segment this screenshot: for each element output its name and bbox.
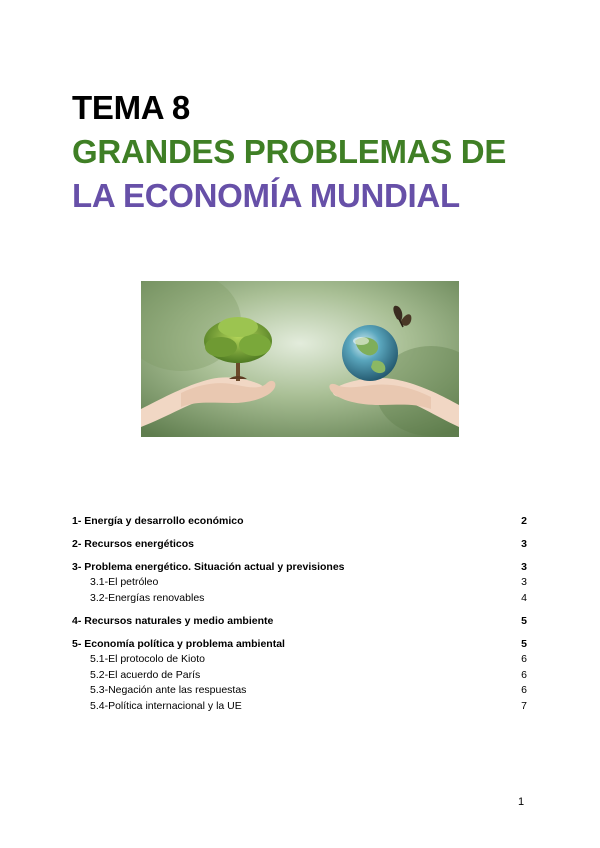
toc-entry-label: 5.1-El protocolo de Kioto — [90, 653, 205, 665]
toc-entry-page: 5 — [521, 615, 527, 627]
toc-entry[interactable] — [72, 683, 527, 699]
toc-entry-page: 6 — [521, 684, 527, 696]
toc-entry-label: 5- Economía política y problema ambiental — [72, 638, 285, 650]
toc-entry-label: 5.3-Negación ante las respuestas — [90, 684, 247, 696]
toc-entry[interactable] — [72, 513, 527, 529]
page-number: 1 — [518, 796, 525, 808]
toc-entry[interactable] — [72, 668, 527, 684]
toc-entry-page: 6 — [521, 668, 527, 681]
toc-entry-label: 4- Recursos naturales y medio ambiente — [72, 615, 274, 627]
toc-entry[interactable] — [72, 536, 527, 552]
toc-entry-page: 6 — [521, 653, 527, 665]
table-of-contents — [72, 513, 527, 714]
title-line-green: GRANDES PROBLEMAS DE — [72, 133, 507, 170]
toc-entry-page: 4 — [521, 591, 527, 604]
toc-entry-page: 3 — [521, 576, 527, 588]
toc-entry-label: 3.1-El petróleo — [90, 576, 159, 588]
toc-entry-page: 3 — [521, 561, 527, 573]
toc-entry[interactable] — [72, 699, 527, 715]
toc-entry-label: 2- Recursos energéticos — [72, 538, 194, 550]
toc-entry-label: 3.2-Energías renovables — [90, 591, 205, 604]
toc-entry-page: 7 — [521, 699, 527, 712]
toc-entry-label: 3- Problema energético. Situación actual y previsiones — [72, 561, 345, 573]
toc-entry-label: 1- Energía y desarrollo económico — [72, 515, 244, 527]
title-line-purple: LA ECONOMÍA MUNDIAL — [72, 177, 460, 214]
title-topic-number: TEMA 8 — [72, 89, 190, 126]
toc-entry-page: 5 — [521, 638, 527, 650]
toc-entry[interactable] — [72, 559, 527, 575]
toc-entry[interactable] — [72, 652, 527, 668]
toc-entry[interactable] — [72, 636, 527, 652]
cover-illustration — [141, 281, 459, 437]
document-title — [72, 86, 506, 218]
toc-entry-label: 5.4-Política internacional y la UE — [90, 699, 242, 712]
toc-entry[interactable] — [72, 591, 527, 607]
toc-entry[interactable] — [72, 575, 527, 591]
cover-image — [141, 281, 459, 437]
toc-entry[interactable] — [72, 613, 527, 629]
toc-entry-page: 2 — [521, 515, 527, 527]
toc-entry-page: 3 — [521, 538, 527, 550]
toc-entry-label: 5.2-El acuerdo de París — [90, 668, 201, 681]
